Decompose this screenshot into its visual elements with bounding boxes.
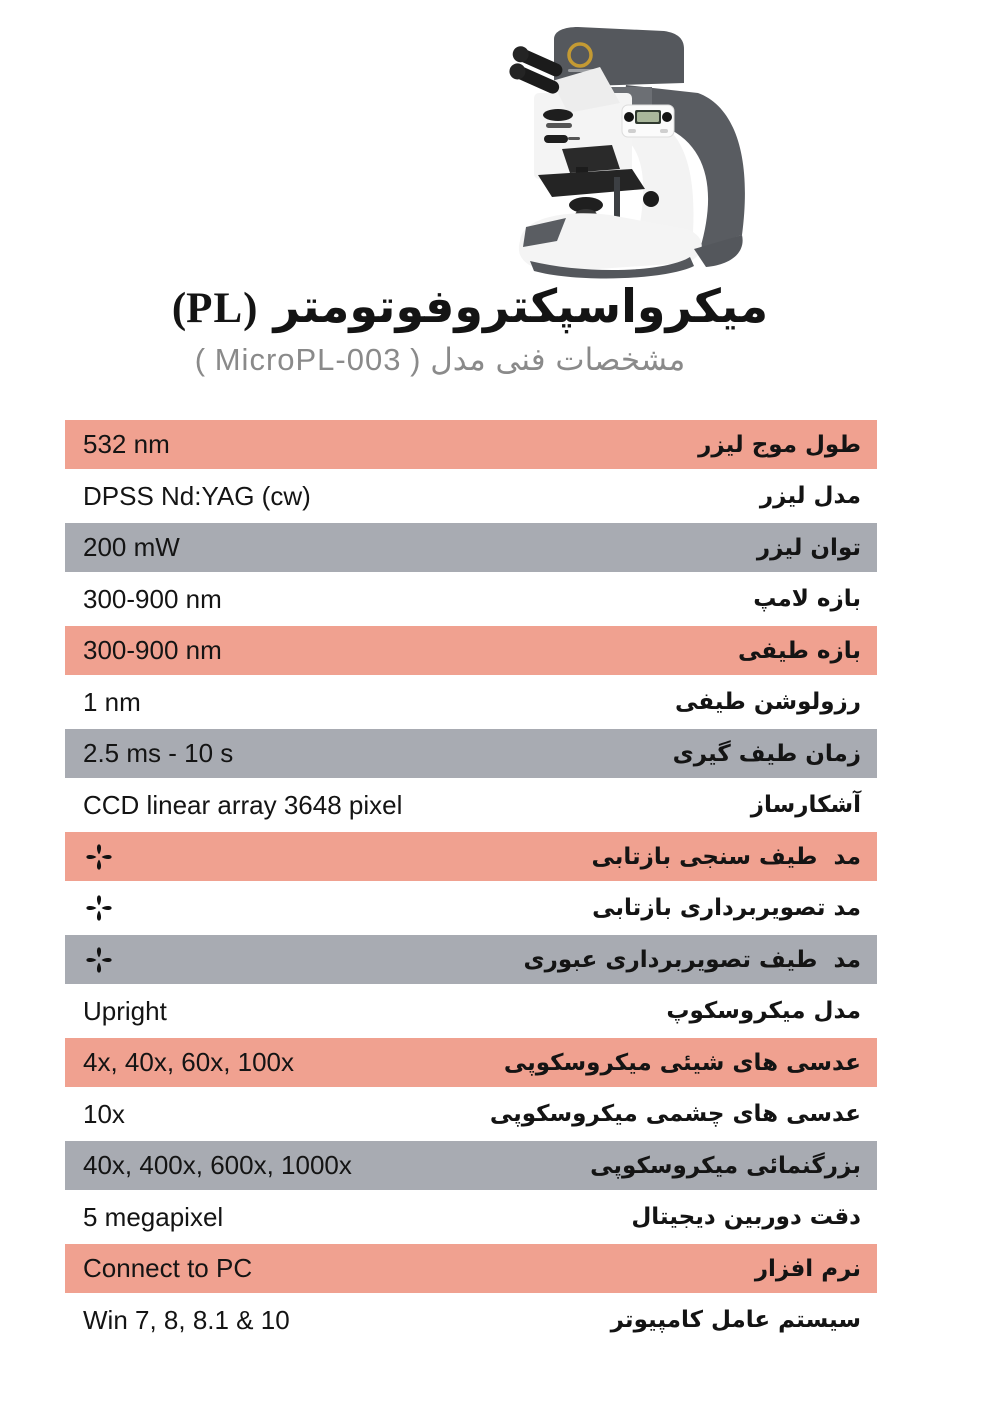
table-row: [65, 935, 877, 984]
spec-value: 4x, 40x, 60x, 100x: [83, 1047, 295, 1077]
table-row: [65, 1193, 877, 1242]
spec-label-fa: زمان طیف گیری: [672, 740, 861, 767]
page-title-fa: میکرواسپکتروفوتومتر: [273, 279, 769, 333]
microscope-illustration: [468, 8, 768, 290]
spec-value: 40x, 400x, 600x, 1000x: [83, 1150, 352, 1180]
spec-label-fa: نرم افزار: [754, 1255, 861, 1282]
page-subtitle-latin: ( MicroPL-003 ): [194, 342, 421, 377]
table-row: [65, 1090, 877, 1139]
spec-value: 532 nm: [83, 429, 170, 459]
table-row: [65, 781, 877, 830]
spec-table: [65, 420, 877, 1347]
spec-label-fa: مدل میکروسکوپ: [666, 998, 861, 1024]
spec-value: 300-900 nm: [83, 635, 222, 665]
spec-label-fa: بزرگنمائی میکروسکوپی: [590, 1152, 861, 1179]
spec-label-fa: دقت دوربین دیجیتال: [631, 1204, 861, 1230]
page-subtitle-fa: مشخصات فنی مدل: [430, 342, 686, 378]
table-row: [65, 884, 877, 933]
spec-label-fa: سیستم عامل کامپیوتر: [610, 1307, 861, 1333]
spec-value: 2.5 ms - 10 s: [83, 738, 234, 768]
table-row: [65, 472, 877, 521]
table-row: [65, 1141, 877, 1190]
spec-label-fa: مد تصویربرداری بازتابی: [592, 895, 861, 921]
spec-label-fa: عدسی های چشمی میکروسکوپی: [489, 1101, 861, 1127]
four-petal-check-icon: [83, 892, 115, 924]
four-petal-check-icon: [83, 944, 115, 976]
spec-label-fa: توان لیزر: [756, 534, 861, 561]
spec-label-fa: مدل لیزر: [759, 483, 861, 509]
spec-value: 200 mW: [83, 532, 180, 562]
table-row: [65, 523, 877, 572]
spec-value: Connect to PC: [83, 1253, 253, 1283]
spec-value: 10x: [83, 1098, 125, 1129]
four-petal-check-icon: [83, 841, 115, 873]
table-row: [65, 832, 877, 881]
table-row: [65, 575, 877, 624]
spec-value: Upright: [83, 995, 167, 1026]
microscope-image: [468, 8, 768, 290]
page-subtitle: [120, 340, 760, 380]
page-title-latin: (PL): [171, 285, 258, 332]
table-row: [65, 678, 877, 727]
spec-value: [65, 944, 115, 976]
spec-label-fa: عدسی های شیئی میکروسکوپی: [503, 1049, 861, 1076]
spec-value: CCD linear array 3648 pixel: [83, 789, 403, 820]
spec-label-fa: مد طیف تصویربرداری عبوری: [523, 946, 861, 973]
spec-label-fa: آشکارساز: [750, 792, 861, 818]
spec-value: DPSS Nd:YAG (cw): [83, 480, 311, 511]
spec-value: 1 nm: [83, 686, 141, 717]
spec-value: 300-900 nm: [83, 583, 222, 614]
spec-label-fa: طول موج لیزر: [698, 431, 861, 458]
table-row: [65, 420, 877, 469]
table-row: [65, 626, 877, 675]
spec-label-fa: رزولوشن طیفی: [674, 689, 861, 715]
spec-label-fa: مد طیف سنجی بازتابی: [591, 843, 861, 870]
spec-value: Win 7, 8, 8.1 & 10: [83, 1304, 290, 1335]
spec-value: 5 megapixel: [83, 1201, 224, 1232]
spec-label-fa: بازه لامپ: [753, 586, 861, 612]
table-row: [65, 1038, 877, 1087]
page-title: [150, 280, 790, 335]
table-row: [65, 987, 877, 1036]
table-row: [65, 1296, 877, 1345]
table-row: [65, 729, 877, 778]
spec-label-fa: بازه طیفی: [738, 637, 861, 664]
spec-value: [65, 892, 115, 924]
spec-value: [65, 841, 115, 873]
table-row: [65, 1244, 877, 1293]
